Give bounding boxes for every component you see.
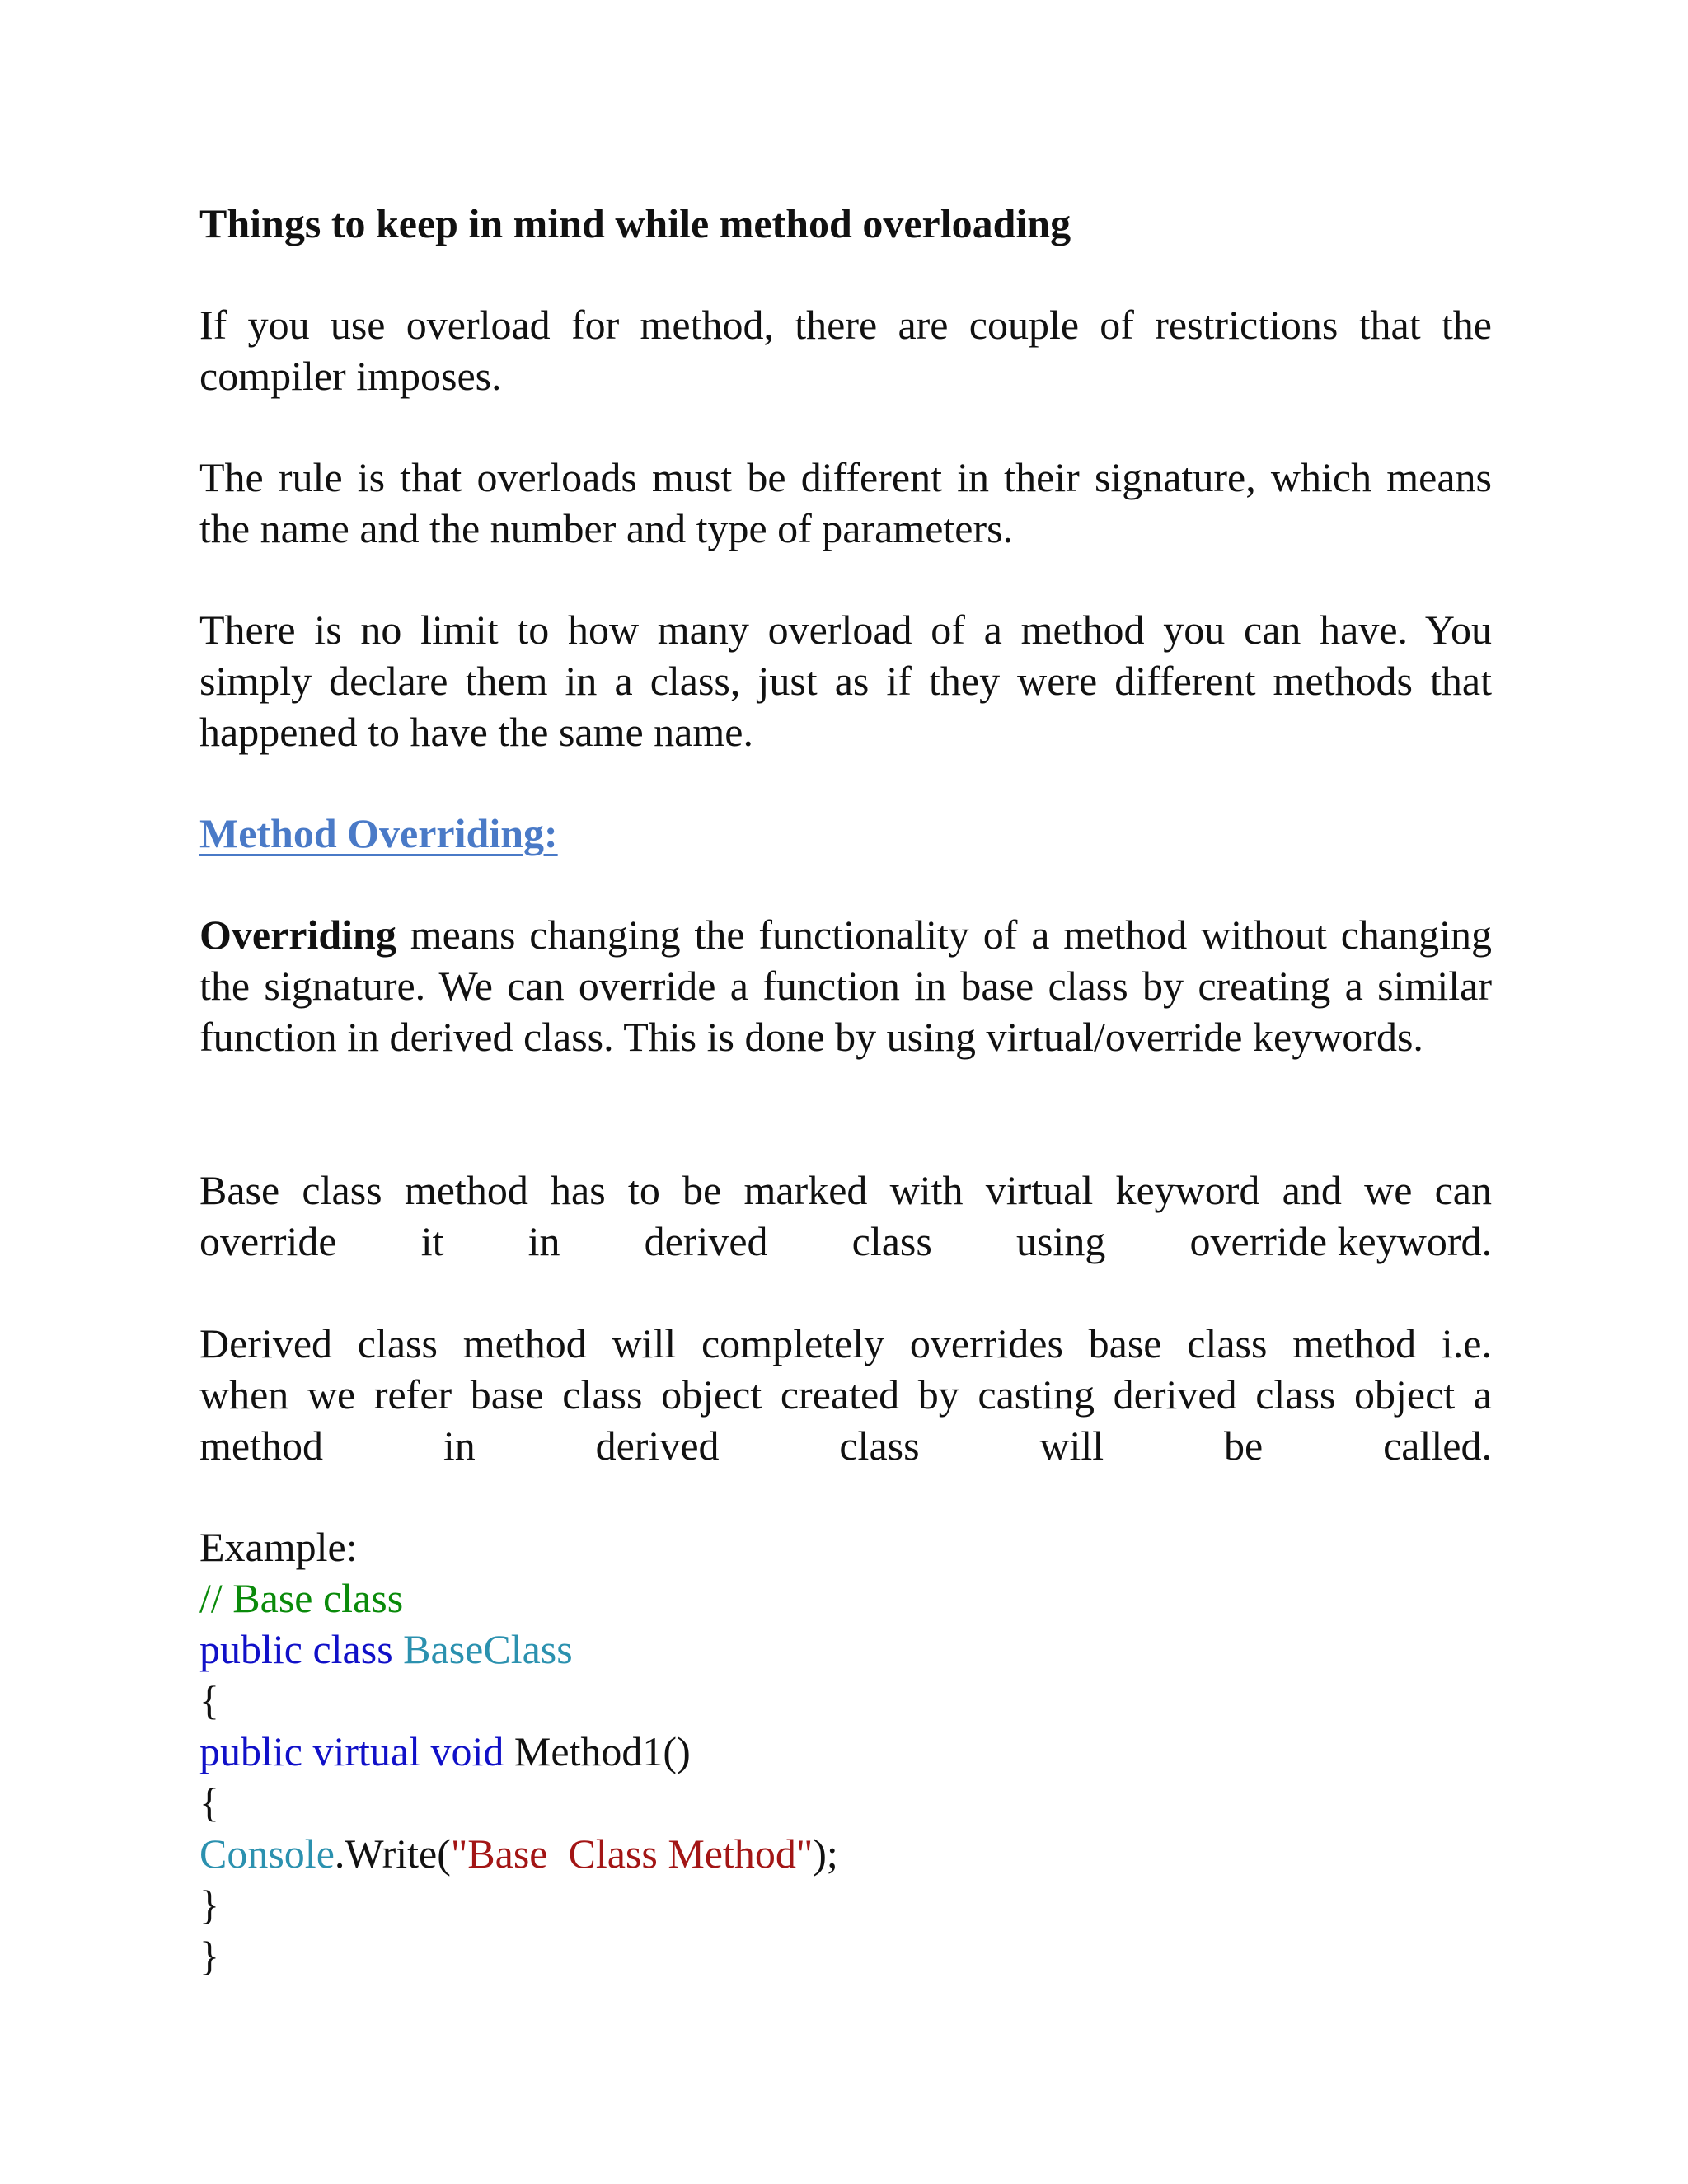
derived-line-3 — [199, 1420, 1492, 1471]
code-method-declaration — [199, 1726, 1492, 1777]
code-console-write — [199, 1828, 1492, 1879]
code-brace-close: } — [199, 1933, 219, 1979]
paragraph-overload-rule: The rule is that overloads must be different in their signature, which means the name and the number and type of parameters. — [199, 454, 1492, 551]
code-comment: // Base class — [199, 1575, 404, 1621]
virtual-keyword-line-2 — [199, 1216, 1492, 1267]
word: method — [199, 1422, 323, 1469]
code-brace-open: { — [199, 1677, 219, 1723]
word: it — [420, 1218, 444, 1264]
page-heading: Things to keep in mind while method overloading — [199, 200, 1071, 246]
word: be — [1224, 1422, 1264, 1469]
code-class-declaration — [199, 1624, 1492, 1675]
code-block — [199, 1572, 1492, 1981]
word: using — [1015, 1218, 1106, 1264]
overriding-term: Overriding — [199, 912, 396, 958]
word: will — [1039, 1422, 1104, 1469]
paragraph-derived-overrides — [199, 1318, 1492, 1471]
code-keyword: public class — [199, 1626, 393, 1672]
paragraph-overload-limit: There is no limit to how many overload of a method you can have. You simply declare them in a class, just as if they were different methods that happened to have the same name. — [199, 607, 1492, 755]
virtual-keyword-line-1: Base class method has to be marked with virtual keyword and we can — [199, 1167, 1492, 1213]
code-keyword: public virtual void — [199, 1728, 504, 1774]
code-call-end: ); — [813, 1830, 838, 1877]
code-type-name: Console — [199, 1830, 335, 1877]
code-brace-close: } — [199, 1882, 219, 1928]
paragraph-virtual-keyword — [199, 1165, 1492, 1267]
word: in — [528, 1218, 560, 1264]
paragraph-overriding-definition — [199, 909, 1492, 1062]
code-type-name: BaseClass — [403, 1626, 573, 1672]
derived-line-2: when we refer base class object created by casting derived class object a — [199, 1371, 1492, 1418]
word: derived — [644, 1218, 768, 1264]
code-method-name: Method1() — [513, 1728, 691, 1774]
word: class — [839, 1422, 920, 1469]
example-section — [199, 1521, 1492, 1981]
word: called. — [1383, 1422, 1492, 1469]
word: in — [443, 1422, 476, 1469]
derived-line-1: Derived class method will completely overrides base class method i.e. — [199, 1320, 1492, 1366]
paragraph-overload-restrictions: If you use overload for method, there are couple of restrictions that the compiler imposes. — [199, 302, 1492, 399]
section-title-method-overriding — [199, 808, 1492, 859]
word: derived — [595, 1422, 720, 1469]
code-string: "Base Class Method" — [450, 1830, 814, 1877]
overriding-definition-text: means changing the functionality of a method without changing the signature. We can override a function in base class by creating a similar function in derived class. This is done by using virtual/override keywords. — [199, 912, 1492, 1060]
section-title-text: Method Overriding: — [199, 810, 558, 856]
code-brace-open: { — [199, 1779, 219, 1825]
code-call: .Write( — [334, 1830, 451, 1877]
word: override — [199, 1218, 337, 1264]
example-label: Example: — [199, 1524, 358, 1570]
word: override keyword. — [1189, 1218, 1492, 1264]
word: class — [851, 1218, 932, 1264]
